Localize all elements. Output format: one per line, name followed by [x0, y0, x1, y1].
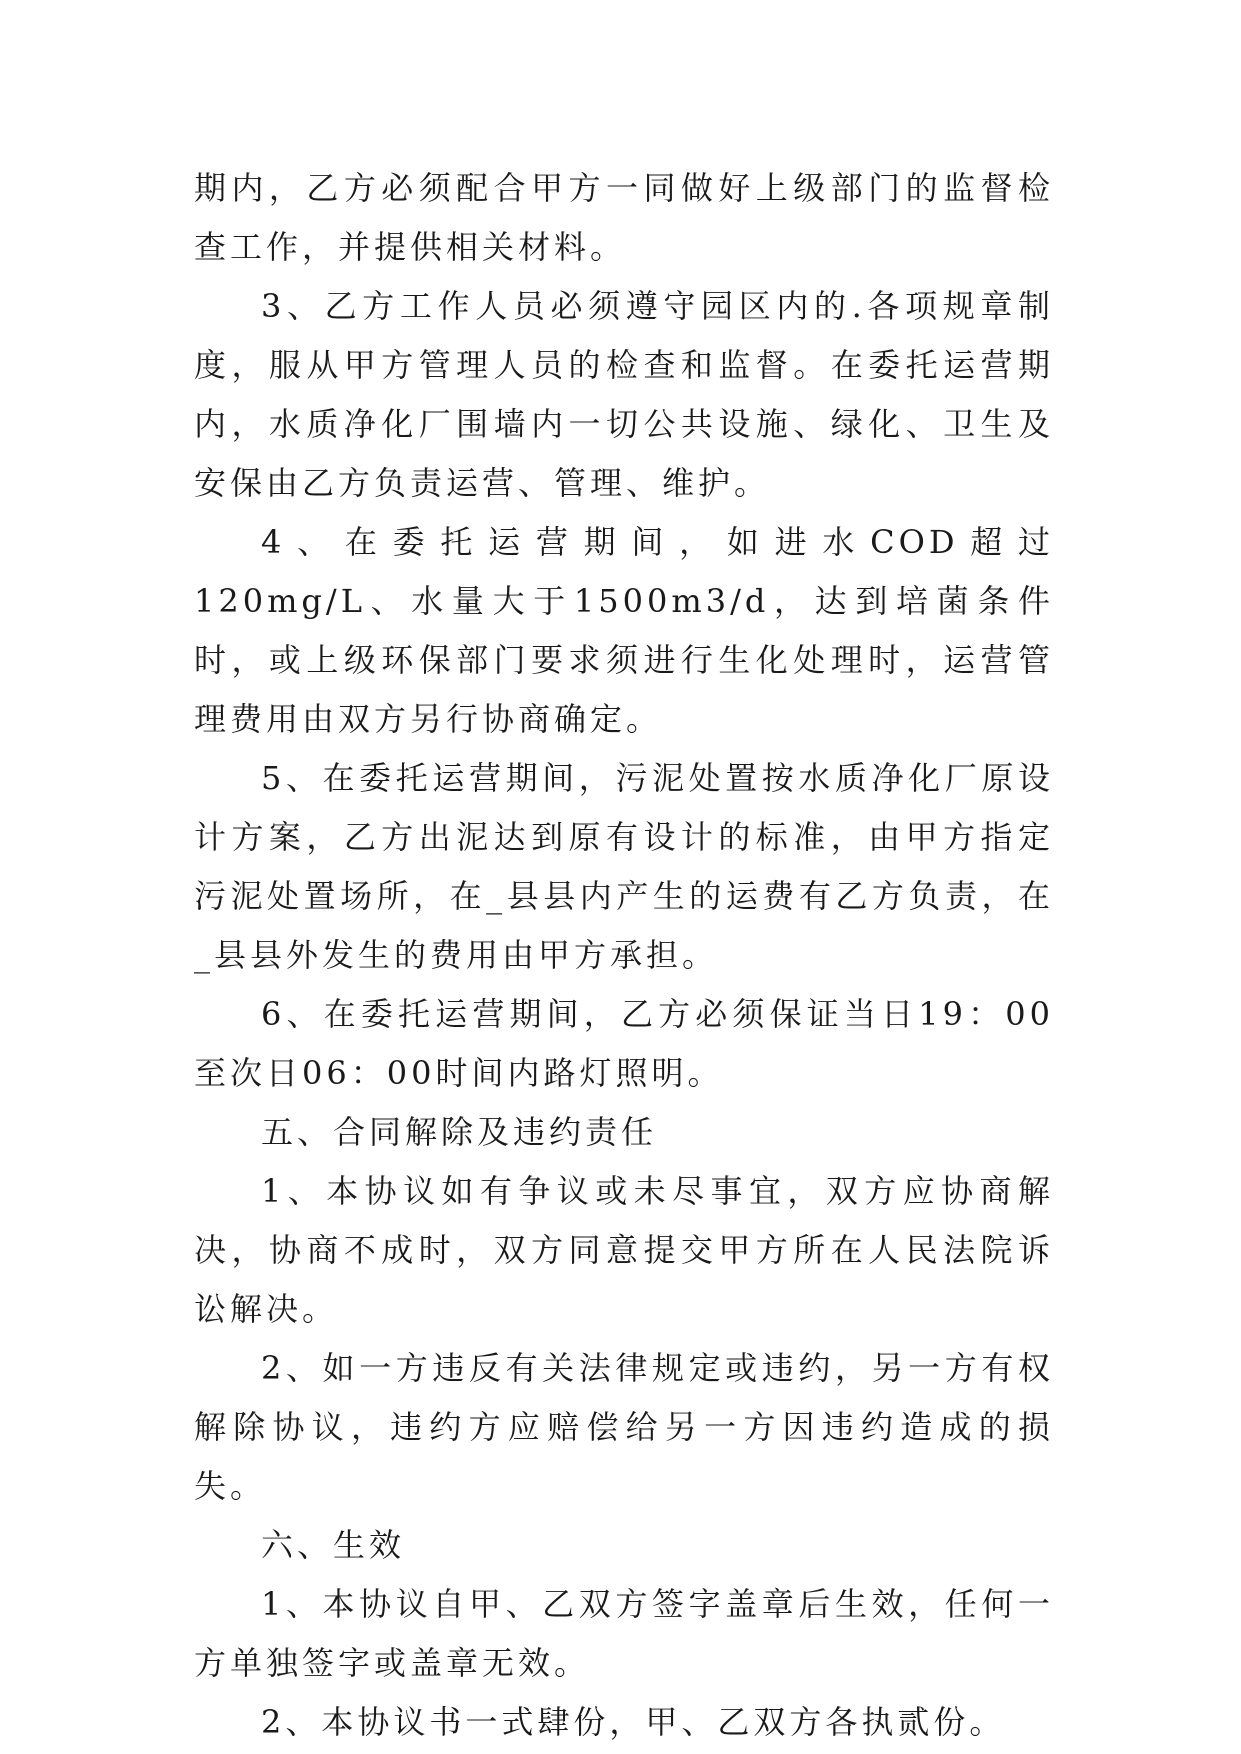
paragraph-clause-5: 5、在委托运营期间，污泥处置按水质净化厂原设计方案，乙方出泥达到原有设计的标准，由甲方指定污泥处置场所，在_县县内产生的运费有乙方负责，在_县县外发生的费用由甲方承担。: [194, 759, 1054, 974]
paragraph-continuation: 期内，乙方必须配合甲方一同做好上级部门的监督检查工作，并提供相关材料。: [194, 169, 1054, 266]
section-heading-effectiveness: 六、生效: [261, 1526, 406, 1564]
section-heading-termination: 五、合同解除及违约责任: [261, 1113, 658, 1151]
paragraph-effectiveness-1: 1、本协议自甲、乙双方签字盖章后生效，任何一方单独签字或盖章无效。: [194, 1585, 1054, 1682]
paragraph-clause-6: 6、在委托运营期间，乙方必须保证当日19：00至次日06：00时间内路灯照明。: [194, 995, 1054, 1092]
paragraph-clause-4: 4、在委托运营期间，如进水COD超过120mg/L、水量大于1500m3/d，达到培菌条件时，或上级环保部门要求须进行生化处理时，运营管理费用由双方另行协商确定。: [194, 523, 1054, 738]
paragraph-termination-1: 1、本协议如有争议或未尽事宜，双方应协商解决，协商不成时，双方同意提交甲方所在人民法院诉讼解决。: [194, 1172, 1054, 1328]
paragraph-clause-3: 3、乙方工作人员必须遵守园区内的.各项规章制度，服从甲方管理人员的检查和监督。在委托运营期内，水质净化厂围墙内一切公共设施、绿化、卫生及安保由乙方负责运营、管理、维护。: [194, 287, 1054, 502]
paragraph-effectiveness-2: 2、本协议书一式肆份，甲、乙双方各执贰份。: [261, 1703, 1006, 1741]
paragraph-termination-2: 2、如一方违反有关法律规定或违约，另一方有权解除协议，违约方应赔偿给另一方因违约造成的损失。: [194, 1349, 1054, 1505]
document-body: [194, 159, 1054, 1752]
